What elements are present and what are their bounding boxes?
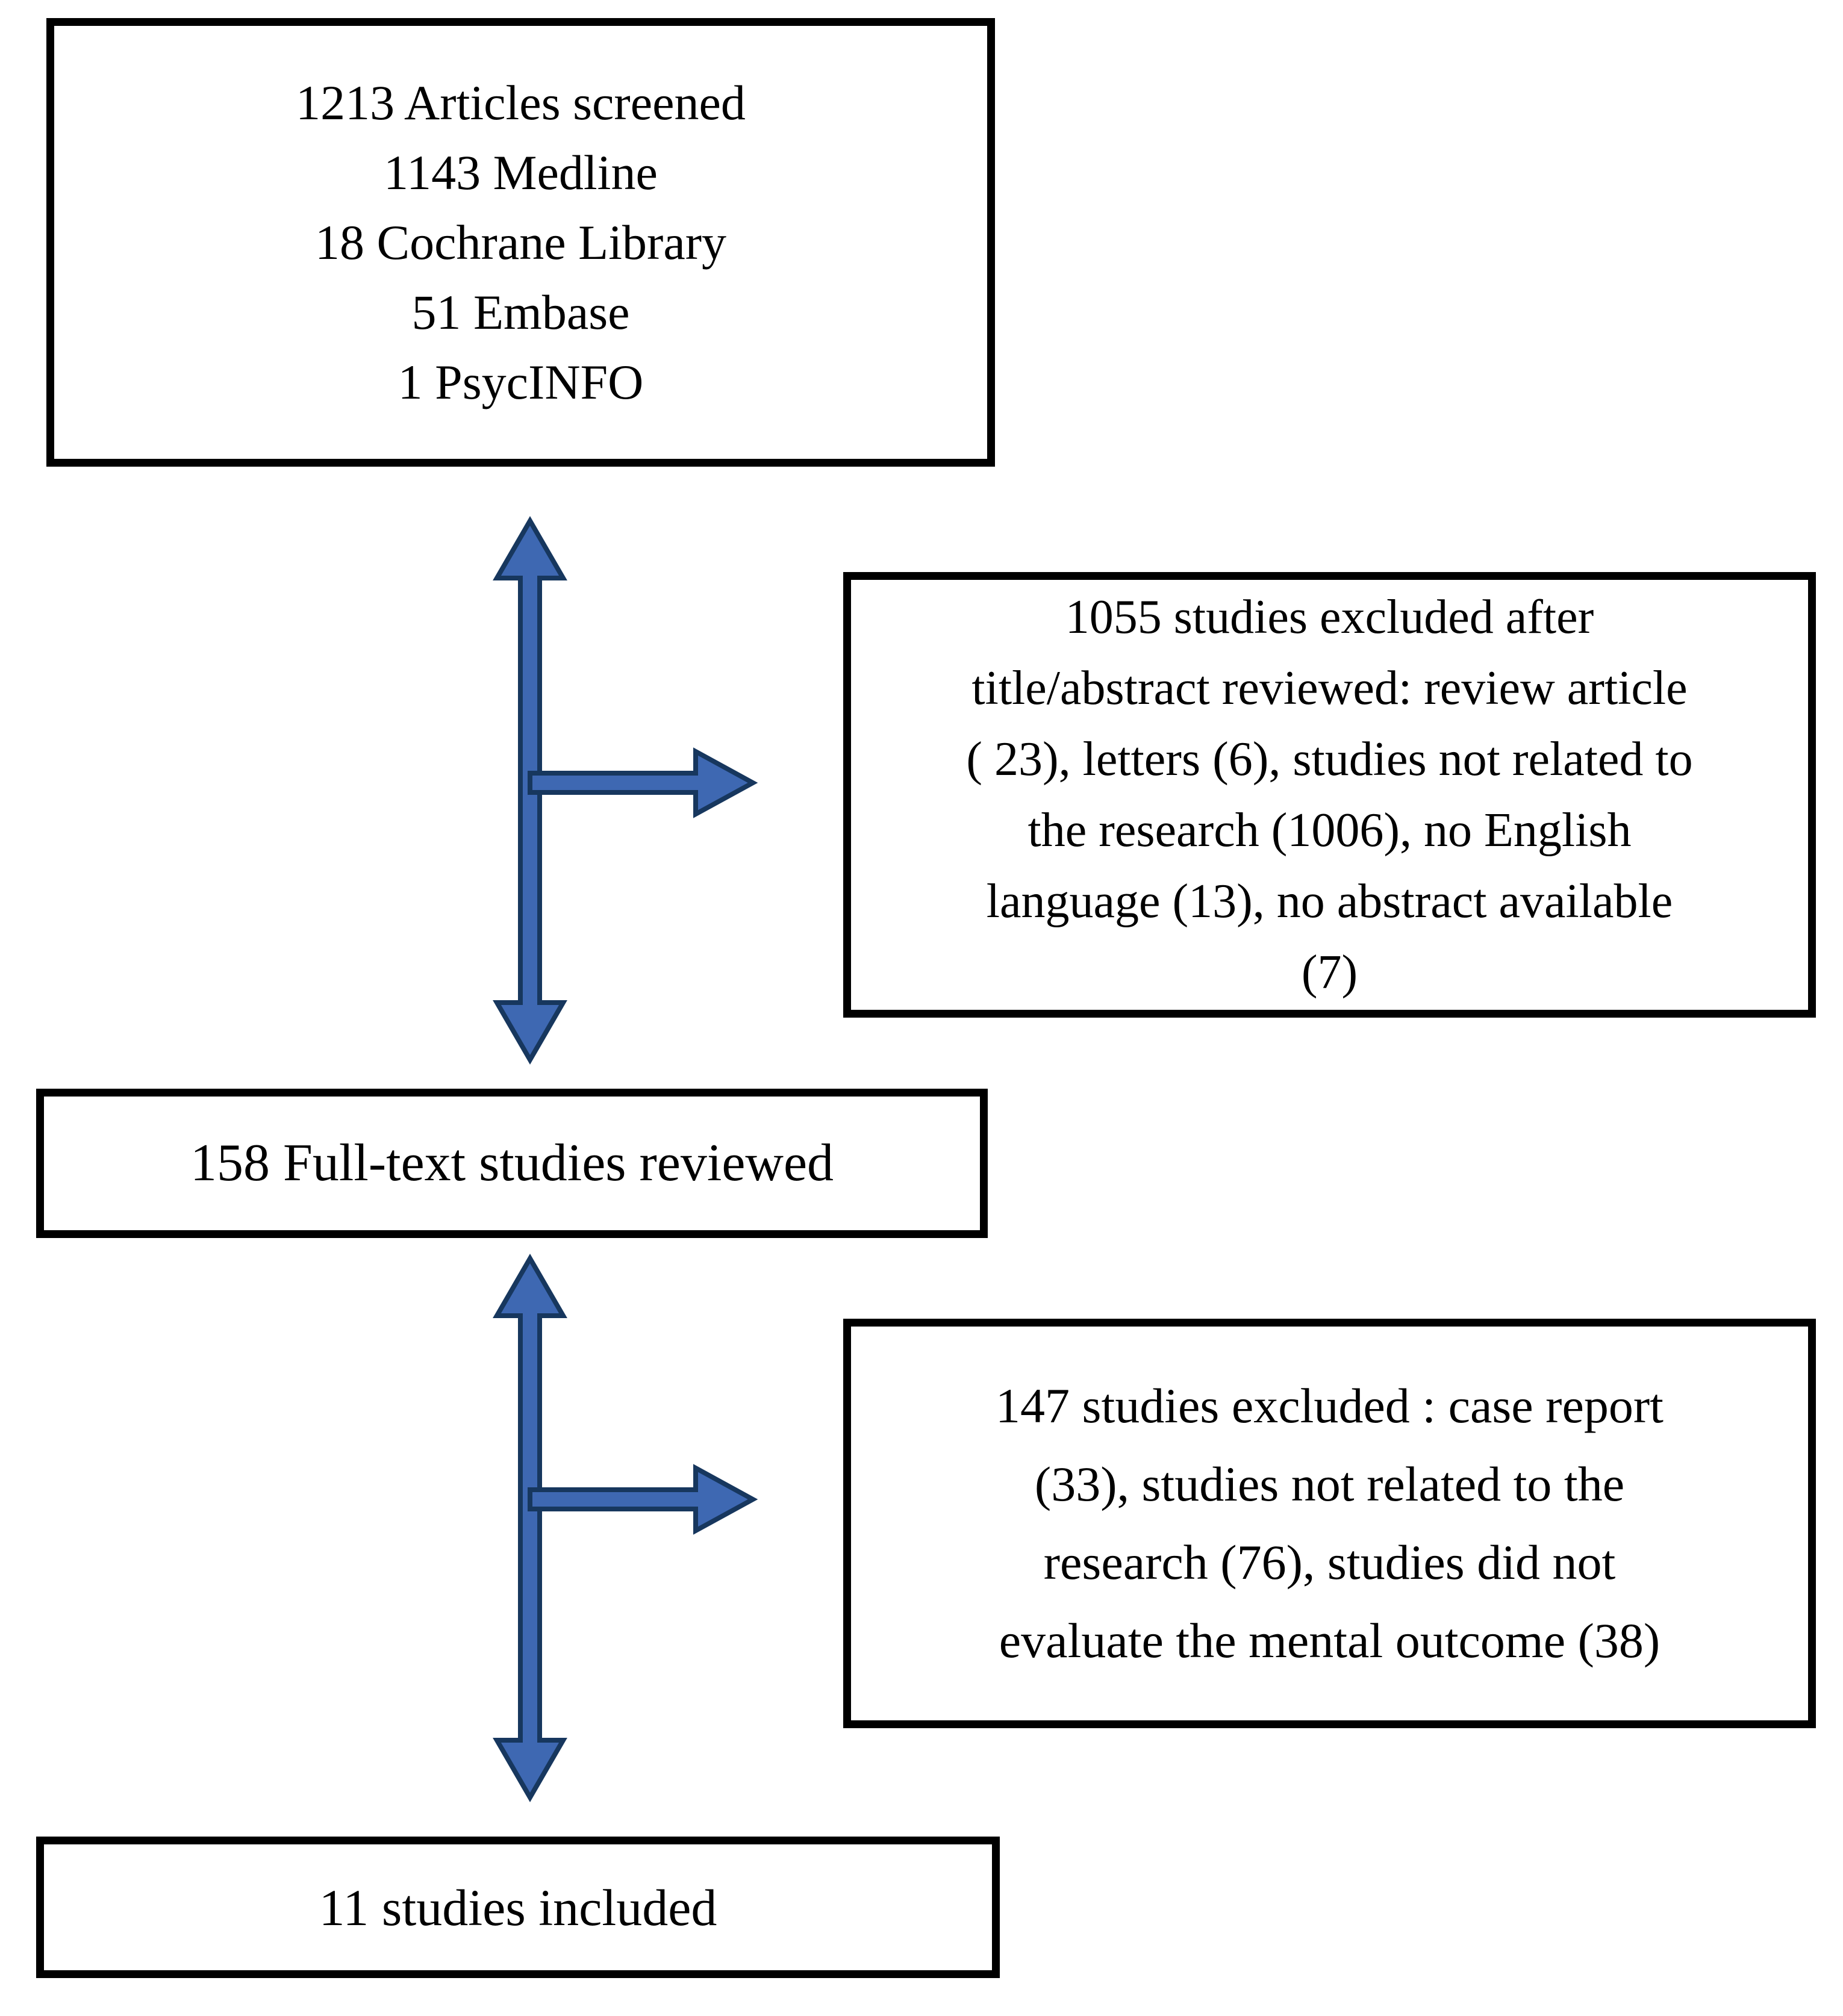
screened-total: 1213 Articles screened: [296, 75, 746, 130]
screened-cochrane: 18 Cochrane Library: [314, 214, 727, 270]
fulltext-reviewed-label: 158 Full-text studies reviewed: [190, 1134, 834, 1192]
excluded-screening-line: 1055 studies excluded after: [1065, 591, 1594, 644]
excluded-screening-line: the research (1006), no English: [1028, 804, 1632, 857]
box-fulltext-reviewed: [36, 1089, 988, 1238]
studies-included-label: 11 studies included: [319, 1878, 717, 1937]
screened-psycinfo: 1 PsycINFO: [398, 354, 644, 409]
excluded-screening-line: title/abstract reviewed: review article: [971, 662, 1688, 715]
excluded-fulltext-line: evaluate the mental outcome (38): [999, 1613, 1661, 1668]
box-excluded-after-screening: [843, 572, 1816, 1018]
screened-medline: 1143 Medline: [384, 145, 658, 200]
excluded-screening-line: language (13), no abstract available: [986, 875, 1673, 928]
excluded-fulltext-line: 147 studies excluded : case report: [996, 1378, 1664, 1433]
excluded-fulltext-line: research (76), studies did not: [1043, 1535, 1616, 1590]
box-studies-included: [36, 1837, 1000, 1978]
box-articles-screened: [46, 18, 995, 467]
arrow-fulltext-to-included-icon: [497, 1258, 563, 1797]
box-excluded-after-fulltext: [843, 1319, 1816, 1728]
excluded-screening-line: (7): [1301, 946, 1358, 999]
arrow-branch-excluded-fulltext-icon: [530, 1468, 753, 1531]
screened-embase: 51 Embase: [411, 284, 630, 340]
excluded-fulltext-line: (33), studies not related to the: [1034, 1457, 1625, 1511]
excluded-screening-line: ( 23), letters (6), studies not related to: [966, 733, 1693, 786]
arrow-branch-excluded-screening-icon: [530, 751, 753, 814]
